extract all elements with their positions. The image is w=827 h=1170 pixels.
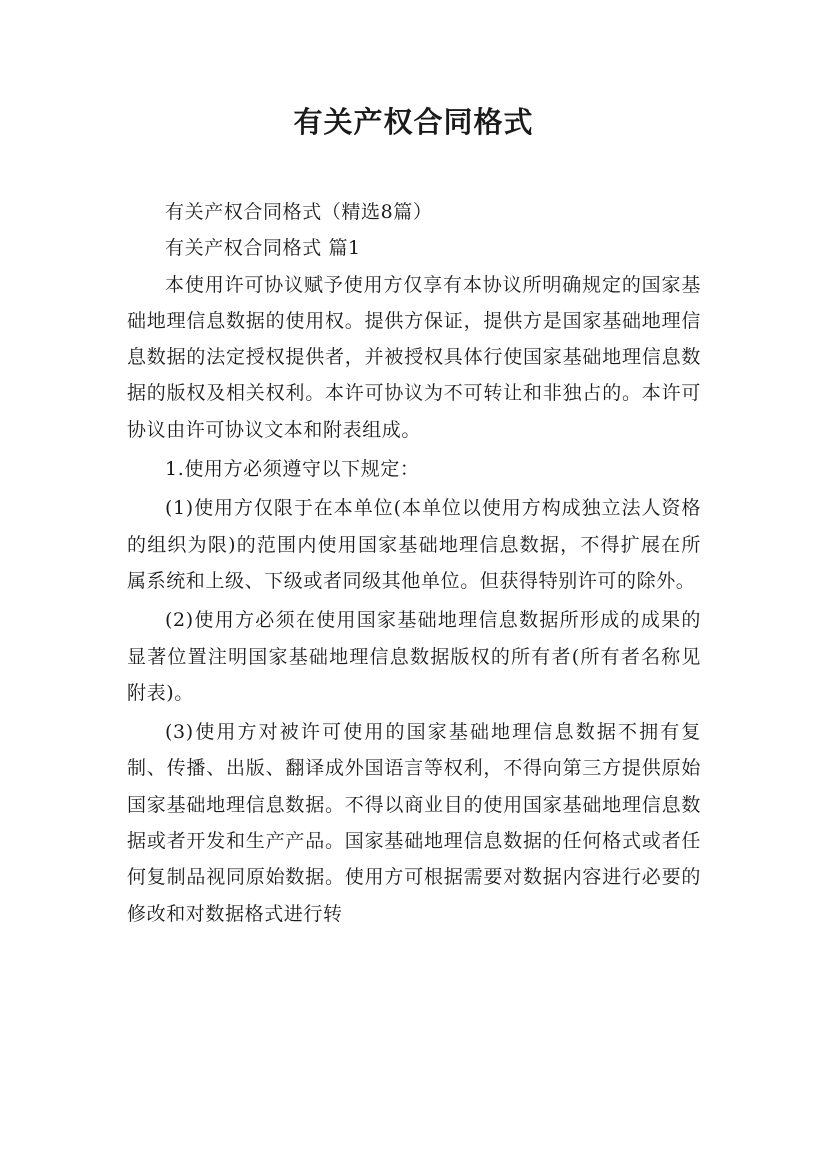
paragraph-section-heading: 有关产权合同格式 篇1 bbox=[165, 237, 361, 260]
paragraph-intro: 本使用许可协议赋予使用方仅享有本协议所明确规定的国家基础地理信息数据的使用权。提供方保证，提供方是国家基础地理信息数据的法定授权提供者，并被授权具体行使国家基础地理信息数据的版权及相关权利。本许可协议为不可转让和非独占的。本许可协议由许可协议文本和附表组成。 bbox=[127, 273, 701, 441]
paragraph-rule-3: (3)使用方对被许可使用的国家基础地理信息数据不拥有复制、传播、出版、翻译成外国语言等权利，不得向第三方提供原始国家基础地理信息数据。不得以商业目的使用国家基础地理信息数据或者开发和生产产品。国家基础地理信息数据的任何格式或者任何复制品视同原始数据。使用方可根据需要对数据内容进行必要的修改和对数据格式进行转 bbox=[127, 721, 701, 925]
document-body bbox=[127, 194, 701, 932]
paragraph-rule-2: (2)使用方必须在使用国家基础地理信息数据所形成的成果的显著位置注明国家基础地理信息数据版权的所有者(所有者名称见附表)。 bbox=[127, 609, 701, 704]
paragraph-subtitle: 有关产权合同格式（精选8篇） bbox=[165, 201, 433, 223]
document-title: 有关产权合同格式 bbox=[293, 105, 534, 139]
paragraph-rule-1: (1)使用方仅限于在本单位(本单位以使用方构成独立法人资格的组织为限)的范围内使用国家基础地理信息数据，不得扩展在所属系统和上级、下级或者同级其他单位。但获得特别许可的除外。 bbox=[127, 497, 701, 592]
paragraph-rule-heading: 1.使用方必须遵守以下规定： bbox=[165, 458, 420, 481]
